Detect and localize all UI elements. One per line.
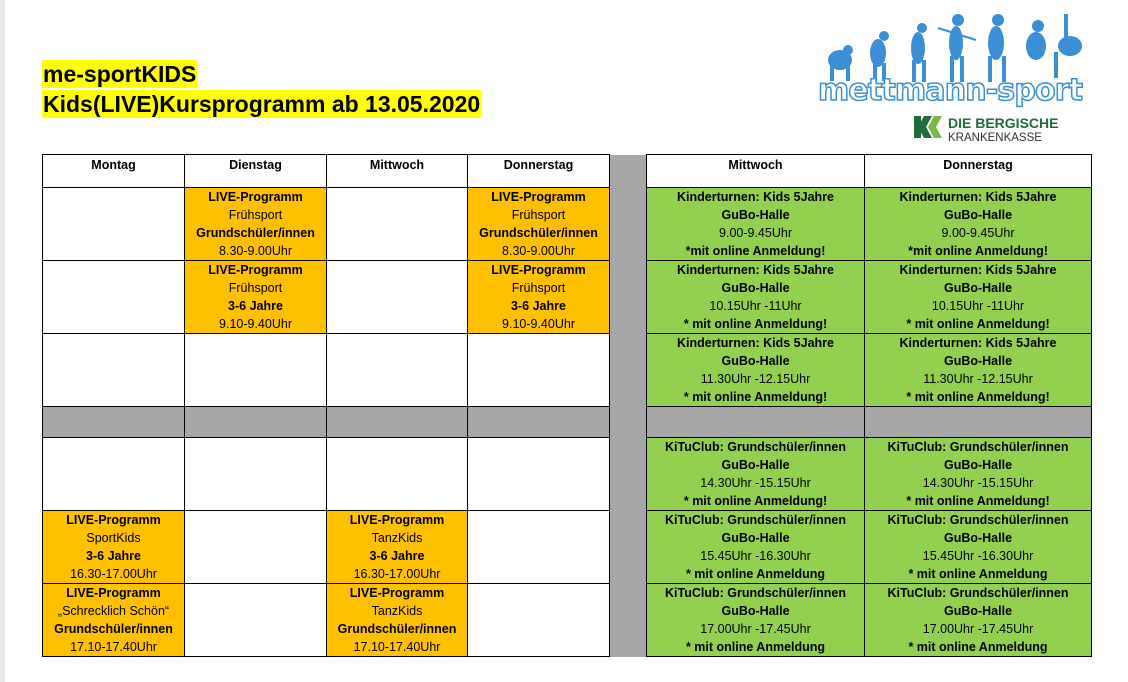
live-course-cell bbox=[43, 584, 185, 657]
day-header: Dienstag bbox=[185, 155, 327, 188]
empty-cell bbox=[327, 334, 468, 407]
course-line: *mit online Anmeldung! bbox=[685, 244, 826, 258]
live-course-cell bbox=[327, 511, 468, 584]
course-line: 17.10-17.40Uhr bbox=[353, 640, 441, 654]
course-line: GuBo-Halle bbox=[721, 604, 790, 618]
schedule-table bbox=[42, 154, 1092, 657]
live-course-cell bbox=[185, 261, 327, 334]
break-cell bbox=[865, 407, 1092, 438]
onsite-course-cell bbox=[647, 261, 865, 334]
onsite-course-cell bbox=[647, 334, 865, 407]
course-line: Grundschüler/innen bbox=[196, 226, 315, 240]
course-line: GuBo-Halle bbox=[721, 208, 790, 222]
course-line: Frühsport bbox=[511, 208, 566, 222]
empty-cell bbox=[327, 438, 468, 511]
break-cell bbox=[468, 407, 610, 438]
onsite-course-cell bbox=[647, 188, 865, 261]
table-row bbox=[43, 438, 1092, 511]
day-header: Mittwoch bbox=[327, 155, 468, 188]
insurer-logo-icon bbox=[914, 116, 942, 138]
course-line: GuBo-Halle bbox=[721, 354, 790, 368]
table-row bbox=[43, 334, 1092, 407]
course-line: GuBo-Halle bbox=[943, 458, 1013, 472]
course-line: * mit online Anmeldung! bbox=[906, 494, 1050, 508]
course-line: 9.10-9.40Uhr bbox=[502, 317, 575, 331]
course-line: KiTuClub: Grundschüler/innen bbox=[664, 586, 846, 600]
course-line: LIVE-Programm bbox=[66, 586, 161, 600]
day-header: Montag bbox=[43, 155, 185, 188]
course-line: GuBo-Halle bbox=[721, 531, 790, 545]
course-line: 3-6 Jahre bbox=[369, 549, 425, 563]
course-line: TanzKids bbox=[371, 604, 423, 618]
break-cell bbox=[327, 407, 468, 438]
insurer-subname: KRANKENKASSE bbox=[948, 132, 1042, 143]
empty-cell bbox=[43, 334, 185, 407]
evolution-figures-icon bbox=[828, 14, 1082, 82]
header-row bbox=[43, 155, 1092, 188]
course-line: LIVE-Programm bbox=[66, 513, 161, 527]
empty-cell bbox=[468, 584, 610, 657]
empty-cell bbox=[185, 584, 327, 657]
course-line: „Schrecklich Schön“ bbox=[57, 604, 170, 618]
course-line: LIVE-Programm bbox=[491, 263, 586, 277]
course-line: 17.10-17.40Uhr bbox=[70, 640, 157, 654]
course-line: 9.00-9.45Uhr bbox=[719, 226, 792, 240]
course-line: *mit online Anmeldung! bbox=[908, 244, 1048, 258]
course-line: KiTuClub: Grundschüler/innen bbox=[887, 440, 1069, 454]
course-line: 9.00-9.45Uhr bbox=[941, 226, 1015, 240]
course-line: * mit online Anmeldung bbox=[908, 640, 1048, 654]
live-course-cell bbox=[185, 188, 327, 261]
course-line: Kinderturnen: Kids 5Jahre bbox=[899, 263, 1057, 277]
course-line: GuBo-Halle bbox=[721, 458, 790, 472]
course-line: GuBo-Halle bbox=[721, 281, 790, 295]
course-line: 14.30Uhr -15.15Uhr bbox=[700, 476, 811, 490]
onsite-course-cell bbox=[865, 334, 1092, 407]
empty-cell bbox=[327, 261, 468, 334]
course-line: Kinderturnen: Kids 5Jahre bbox=[899, 190, 1057, 204]
sport-logo-text: mettmann-sport bbox=[818, 73, 1083, 108]
break-cell bbox=[647, 407, 865, 438]
live-course-cell bbox=[468, 188, 610, 261]
course-line: 3-6 Jahre bbox=[86, 549, 141, 563]
day-header: Mittwoch bbox=[647, 155, 865, 188]
onsite-course-cell bbox=[865, 511, 1092, 584]
course-line: * mit online Anmeldung bbox=[685, 567, 826, 581]
course-line: 15.45Uhr -16.30Uhr bbox=[922, 549, 1034, 563]
empty-cell bbox=[468, 511, 610, 584]
course-line: Frühsport bbox=[511, 281, 566, 295]
onsite-course-cell bbox=[647, 438, 865, 511]
live-course-cell bbox=[327, 584, 468, 657]
empty-cell bbox=[327, 188, 468, 261]
page-title: me-sportKIDS bbox=[43, 61, 197, 87]
course-line: 16.30-17.00Uhr bbox=[70, 567, 157, 581]
live-course-cell bbox=[43, 511, 185, 584]
course-line: LIVE-Programm bbox=[208, 190, 303, 204]
course-line: 10.15Uhr -11Uhr bbox=[931, 299, 1025, 313]
course-line: * mit online Anmeldung! bbox=[906, 317, 1050, 331]
course-line: GuBo-Halle bbox=[943, 281, 1013, 295]
table-row bbox=[43, 261, 1092, 334]
course-line: 17.00Uhr -17.45Uhr bbox=[922, 622, 1034, 636]
course-line: Grundschüler/innen bbox=[54, 622, 173, 636]
empty-cell bbox=[185, 511, 327, 584]
course-line: 17.00Uhr -17.45Uhr bbox=[700, 622, 811, 636]
course-line: GuBo-Halle bbox=[943, 208, 1013, 222]
course-line: GuBo-Halle bbox=[943, 354, 1013, 368]
course-line: 11.30Uhr -12.15Uhr bbox=[700, 372, 811, 386]
course-line: 16.30-17.00Uhr bbox=[353, 567, 441, 581]
course-line: Frühsport bbox=[228, 281, 283, 295]
course-line: GuBo-Halle bbox=[943, 604, 1013, 618]
course-line: Kinderturnen: Kids 5Jahre bbox=[677, 190, 834, 204]
page-subtitle: Kids(LIVE)Kursprogramm ab 13.05.2020 bbox=[43, 91, 481, 117]
course-line: LIVE-Programm bbox=[349, 513, 445, 527]
separator-column bbox=[610, 155, 647, 657]
sponsor-logos bbox=[818, 8, 1090, 143]
course-line: * mit online Anmeldung! bbox=[906, 390, 1050, 404]
onsite-course-cell bbox=[865, 188, 1092, 261]
live-course-cell bbox=[468, 261, 610, 334]
course-line: 3-6 Jahre bbox=[228, 299, 283, 313]
empty-cell bbox=[468, 438, 610, 511]
course-line: 15.45Uhr -16.30Uhr bbox=[700, 549, 811, 563]
course-line: Grundschüler/innen bbox=[479, 226, 598, 240]
course-line: Kinderturnen: Kids 5Jahre bbox=[677, 336, 834, 350]
course-line: 8.30-9.00Uhr bbox=[219, 244, 292, 258]
course-line: SportKids bbox=[86, 531, 141, 545]
course-line: LIVE-Programm bbox=[349, 586, 445, 600]
break-cell bbox=[43, 407, 185, 438]
course-line: 10.15Uhr -11Uhr bbox=[709, 299, 802, 313]
course-line: Grundschüler/innen bbox=[337, 622, 457, 636]
empty-cell bbox=[468, 334, 610, 407]
course-line: Kinderturnen: Kids 5Jahre bbox=[677, 263, 834, 277]
course-line: * mit online Anmeldung! bbox=[683, 494, 828, 508]
empty-cell bbox=[43, 188, 185, 261]
insurer-name: DIE BERGISCHE bbox=[948, 115, 1059, 131]
course-line: KiTuClub: Grundschüler/innen bbox=[664, 440, 846, 454]
course-line: Frühsport bbox=[228, 208, 283, 222]
course-line: * mit online Anmeldung! bbox=[683, 317, 828, 331]
course-line: 14.30Uhr -15.15Uhr bbox=[922, 476, 1034, 490]
course-line: 11.30Uhr -12.15Uhr bbox=[923, 372, 1033, 386]
table-row bbox=[43, 584, 1092, 657]
course-line: 8.30-9.00Uhr bbox=[502, 244, 575, 258]
empty-cell bbox=[185, 334, 327, 407]
course-line: TanzKids bbox=[371, 531, 423, 545]
course-line: KiTuClub: Grundschüler/innen bbox=[664, 513, 846, 527]
onsite-course-cell bbox=[865, 584, 1092, 657]
course-line: 3-6 Jahre bbox=[511, 299, 566, 313]
table-row bbox=[43, 511, 1092, 584]
empty-cell bbox=[185, 438, 327, 511]
onsite-course-cell bbox=[647, 584, 865, 657]
course-line: LIVE-Programm bbox=[491, 190, 586, 204]
course-line: KiTuClub: Grundschüler/innen bbox=[887, 513, 1069, 527]
day-header: Donnerstag bbox=[865, 155, 1092, 188]
course-line: * mit online Anmeldung bbox=[685, 640, 826, 654]
table-row bbox=[43, 188, 1092, 261]
course-line: Kinderturnen: Kids 5Jahre bbox=[899, 336, 1057, 350]
course-line: * mit online Anmeldung! bbox=[683, 390, 828, 404]
course-line: GuBo-Halle bbox=[943, 531, 1013, 545]
course-line: 9.10-9.40Uhr bbox=[219, 317, 292, 331]
course-line: KiTuClub: Grundschüler/innen bbox=[887, 586, 1069, 600]
empty-cell bbox=[43, 261, 185, 334]
course-line: * mit online Anmeldung bbox=[908, 567, 1048, 581]
course-line: LIVE-Programm bbox=[208, 263, 303, 277]
onsite-course-cell bbox=[647, 511, 865, 584]
break-row bbox=[43, 407, 1092, 438]
onsite-course-cell bbox=[865, 438, 1092, 511]
empty-cell bbox=[43, 438, 185, 511]
day-header: Donnerstag bbox=[468, 155, 610, 188]
break-cell bbox=[185, 407, 327, 438]
page-edge bbox=[0, 0, 5, 682]
onsite-course-cell bbox=[865, 261, 1092, 334]
